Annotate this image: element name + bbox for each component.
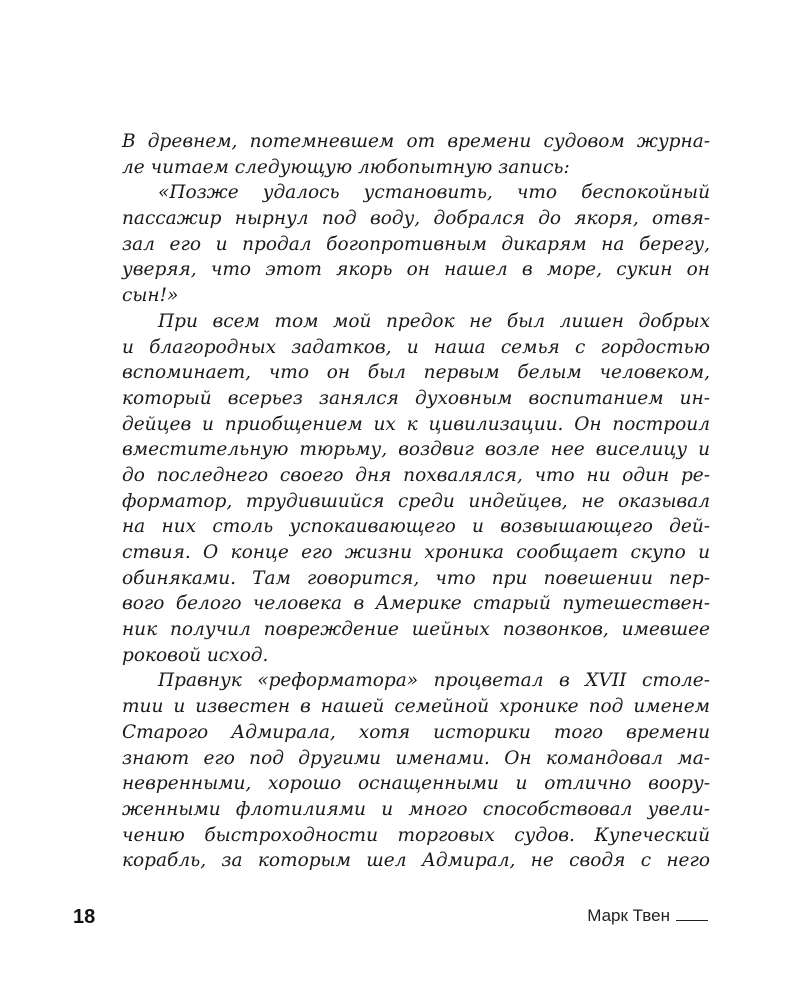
text-line: дейцев и приобщением их к цивилизации. Он построил <box>122 413 710 435</box>
text-line: тии и известен в нашей семейной хронике под именем <box>122 696 710 718</box>
text-line: Правнук «реформатора» процветал в XVII столе- <box>158 670 710 692</box>
text-line: ник получил повреждение шейных позвонков, имевшее <box>122 619 710 641</box>
running-title-text: Марк Твен <box>587 906 670 925</box>
text-line: сын!» <box>122 285 179 307</box>
text-line: до последнего своего дня похвалялся, что ни один ре- <box>122 464 710 486</box>
text-line: вспоминает, что он был первым белым человеком, <box>122 362 710 384</box>
text-line: невренными, хорошо оснащенными и отлично воору- <box>122 773 710 795</box>
text-line: обиняками. Там говорится, что при повешении пер- <box>122 567 710 589</box>
text-line: пассажир нырнул под воду, добрался до якоря, отвя- <box>122 208 710 230</box>
text-line: Старого Адмирала, хотя историки того времени <box>122 721 710 743</box>
running-title <box>587 906 708 926</box>
text-line: корабль, за которым шел Адмирал, не сводя с него <box>122 850 710 872</box>
text-line: чению быстроходности торговых судов. Купеческий <box>122 824 710 846</box>
text-line: вместительную тюрьму, воздвиг возле нее виселицу и <box>122 439 710 461</box>
text-line: форматор, трудившийся среди индейцев, не оказывал <box>122 490 710 512</box>
text-line: При всем том мой предок не был лишен добрых <box>158 310 710 332</box>
text-line: который всерьез занялся духовным воспитанием ин- <box>122 387 710 409</box>
text-line: на них столь успокаивающего и возвышающего дей- <box>122 516 710 538</box>
text-line: ле читаем следующую любопытную запись: <box>122 156 570 178</box>
text-line: зал его и продал богопротивным дикарям на берегу, <box>122 233 710 255</box>
footer-rule <box>676 908 708 921</box>
text-line: знают его под другими именами. Он командовал ма- <box>122 747 710 769</box>
text-line: роковой исход. <box>122 644 269 666</box>
text-line: В древнем, потемневшем от времени судовом журна- <box>122 131 710 152</box>
text-line: и благородных задатков, и наша семья с гордостью <box>122 336 710 358</box>
page-number: 18 <box>73 906 96 928</box>
body-text <box>122 129 710 874</box>
text-line: вого белого человека в Америке старый путешествен- <box>122 593 710 615</box>
text-line: уверяя, что этот якорь он нашел в море, сукин он <box>122 259 710 281</box>
text-line: ствия. О конце его жизни хроника сообщает скупо и <box>122 542 710 563</box>
text-line: женными флотилиями и много способствовал увели- <box>122 798 710 820</box>
text-line: «Позже удалось установить, что беспокойный <box>158 182 710 204</box>
